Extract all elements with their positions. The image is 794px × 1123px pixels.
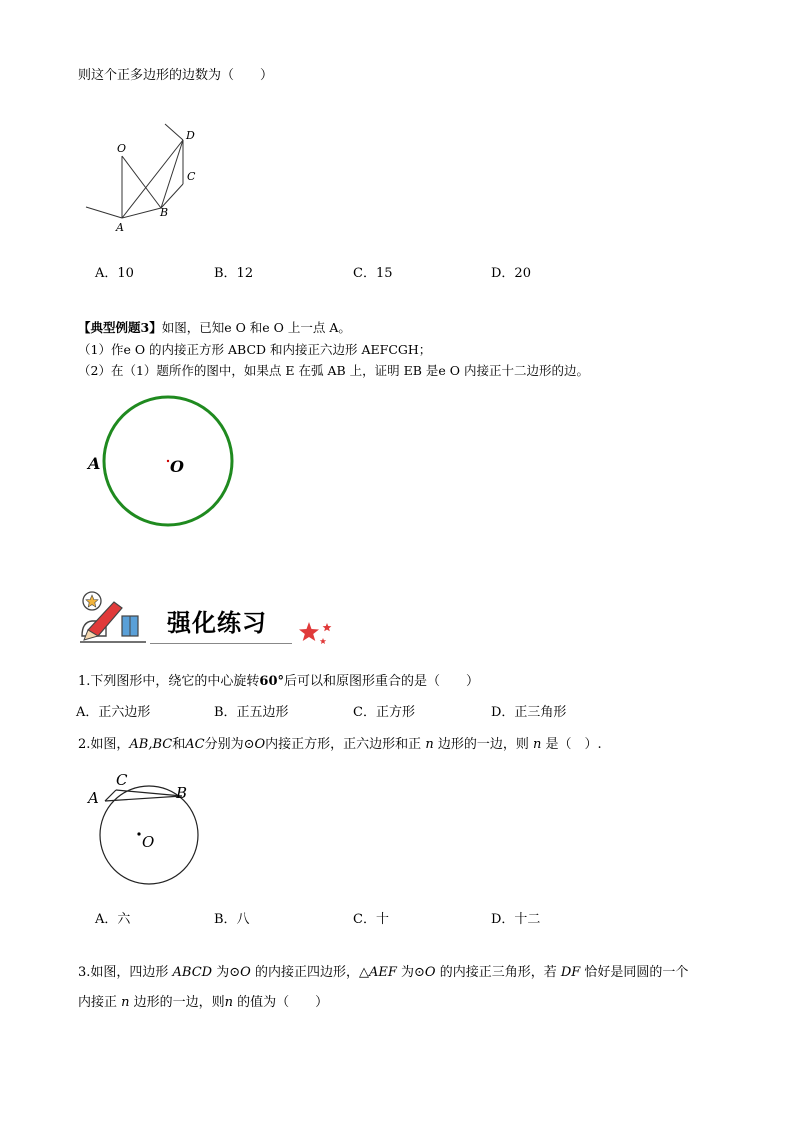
q2-option-d: D．十二: [491, 912, 541, 927]
label-b: B: [160, 206, 169, 219]
q3-math: ABCD: [172, 965, 213, 980]
q3-text: 为⊙: [396, 965, 425, 980]
q2-stem-part: 和: [172, 737, 186, 752]
q3-math: n: [121, 995, 130, 1010]
section-underline: [150, 643, 292, 644]
practice-banner-icon: [78, 588, 148, 646]
label-a: A: [116, 221, 124, 234]
center-dot: [167, 460, 169, 462]
q3-math: △AEF: [358, 965, 397, 980]
label-d: D: [186, 129, 195, 142]
question-stem: 则这个正多边形的边数为（ ）: [78, 68, 274, 83]
q3-text: 内接正: [78, 995, 122, 1010]
q2-math: AB,BC: [129, 737, 173, 752]
q1-stem: [78, 670, 479, 689]
q2-math: n: [532, 737, 542, 752]
q1-angle: 60°: [259, 674, 284, 689]
q1-option-c: C．正方形: [353, 705, 415, 720]
q2-stem-part: 分别为: [204, 737, 244, 752]
q3-text: 的内接正四边形，: [250, 965, 359, 980]
q2-label-o: O: [142, 833, 155, 851]
label-c: C: [187, 170, 196, 183]
q2-math: AC: [185, 737, 205, 752]
q2-circle-figure: [86, 766, 206, 891]
q3-text: 3.如图，四边形: [78, 965, 173, 980]
option-d: D．20: [491, 266, 531, 281]
q2-math: ⊙O: [243, 737, 266, 752]
q2-stem-part: 内接正方形，正六边形和正: [265, 737, 426, 752]
q2-stem-part: 边形的一边，则: [433, 737, 533, 752]
q2-label-c: C: [116, 771, 128, 789]
q3-line2: [78, 991, 328, 1010]
q2-stem-part: 2.如图，: [78, 737, 130, 752]
q3-text: 恰好是同圆的一个: [580, 965, 689, 980]
q1-option-d: D．正三角形: [491, 705, 567, 720]
q1-stem-part: 1.下列图形中，绕它的中心旋转: [78, 674, 260, 689]
q2-stem-part: 是（ ）.: [541, 737, 602, 752]
q3-math: O: [240, 965, 251, 980]
example-part1: （1）作e O 的内接正方形 ABCD 和内接正六边形 AEFCGH；: [78, 342, 432, 357]
green-circle-figure: [84, 392, 244, 532]
example-intro: 如图，已知e O 和e O 上一点 A。: [161, 320, 351, 335]
label-o: O: [117, 142, 127, 155]
q3-math: O: [424, 965, 436, 980]
q3-text: 为⊙: [212, 965, 241, 980]
q2-option-a: A．六: [95, 912, 131, 927]
section-title: 强化练习: [167, 609, 267, 637]
q1-option-a: A．正六边形: [76, 705, 151, 720]
q2-math: n: [425, 737, 434, 752]
option-b: B．12: [214, 266, 254, 281]
circle-label-o: O: [170, 457, 184, 476]
circle-label-a: A: [88, 454, 101, 473]
example-intro-line: [78, 318, 351, 336]
q2-label-a: A: [88, 789, 99, 807]
example-tag: 【典型例题3】: [78, 320, 162, 335]
q3-math: n: [224, 995, 234, 1010]
polygon-figure: [80, 122, 210, 237]
q1-option-b: B．正五边形: [214, 705, 289, 720]
option-a: A．10: [95, 266, 134, 281]
q1-stem-part: 后可以和原图形重合的是（ ）: [284, 674, 480, 689]
q2-option-c: C．十: [353, 912, 389, 927]
example-part2: （2）在（1）题所作的图中，如果点 E 在弧 AB 上，证明 EB 是e O 内接正十二边形的边。: [78, 363, 589, 378]
q2-label-b: B: [176, 784, 188, 802]
q3-text: 边形的一边，则: [129, 995, 225, 1010]
q2-option-b: B．八: [214, 912, 250, 927]
q3-line1: [78, 961, 688, 980]
q2-stem: [78, 733, 602, 752]
q3-text: 的值为（ ）: [233, 995, 329, 1010]
option-c: C．15: [353, 266, 393, 281]
stars-decoration: [295, 619, 335, 647]
q3-math: DF: [560, 965, 581, 980]
q3-text: 的内接正三角形，若: [435, 965, 561, 980]
